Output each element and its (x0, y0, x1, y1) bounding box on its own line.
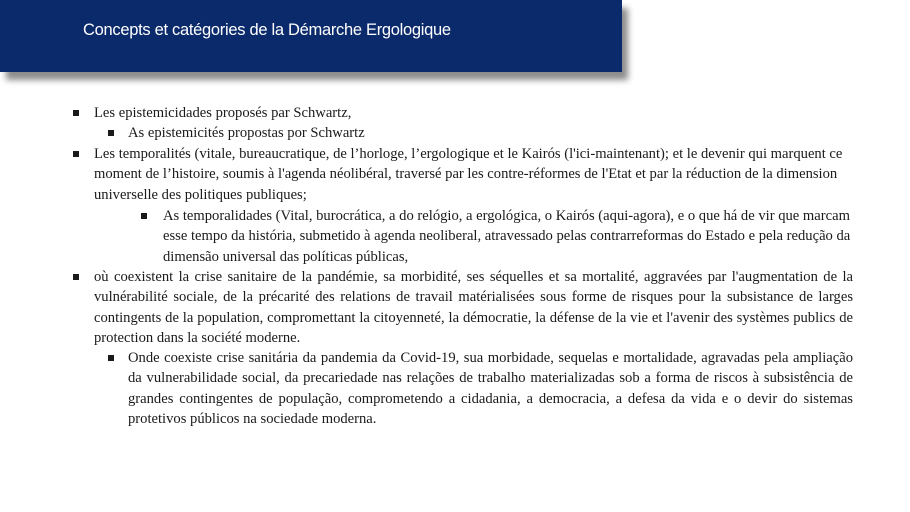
square-bullet-icon (73, 110, 79, 116)
slide-title: Concepts et catégories de la Démarche Ergologique (83, 21, 451, 39)
bullet-item-level-3 (141, 206, 853, 267)
square-bullet-icon (73, 151, 79, 157)
bullet-text: Les epistemicidades proposés par Schwartz, (94, 105, 352, 121)
square-bullet-icon (108, 130, 114, 136)
bullet-item-level-1 (73, 103, 853, 123)
square-bullet-icon (108, 355, 114, 361)
bullet-item-level-1 (73, 267, 853, 348)
bullet-text: As epistemicités propostas por Schwartz (128, 125, 365, 141)
bullet-text: Les temporalités (vitale, bureaucratique, de l’horloge, l’ergologique et le Kairós (l'ici-maintenant); et le devenir qui marquent ce moment de l’histoire, soumis à l'agenda néolibéral, traversé par les contre-réformes de l'Etat et par la réduction de la dimension universelle des politiques publiques; (94, 146, 843, 203)
bullet-text: As temporalidades (Vital, burocrática, a do relógio, a ergológica, o Kairós (aqui-agora), e o que há de vir que marcam esse tempo da história, submetido à agenda neoliberal, atravessado pelas contrarreformas do Estado e pela redução da dimensão universal das políticas públicas, (163, 208, 851, 265)
bullet-text: où coexistent la crise sanitaire de la pandémie, sa morbidité, ses séquelles et sa mortalité, aggravées par l'augmentation de la vulnérabilité sociale, de la précarité des relations de travail matérialisées sous forme de risques pour la subsistance de larges contingents de la population, compromettant la citoyenneté, la démocratie, la défense de la vie et l'avenir des systèmes publics de protection dans la société moderne. (94, 269, 853, 346)
bullet-item-level-2 (108, 123, 853, 143)
square-bullet-icon (73, 274, 79, 280)
bullet-text: Onde coexiste crise sanitária da pandemia da Covid-19, sua morbidade, sequelas e mortalidade, agravadas pela ampliação da vulnerabilidade social, da precariedade nas relações de trabalho materializadas sob a forma de riscos à subsistência de grandes contingentes de população, comprometendo a cidadania, a democracia, a defesa da vida e o devir do sistemas protetivos públicos na sociedade moderna. (128, 350, 853, 427)
bullet-item-level-1 (73, 144, 853, 205)
square-bullet-icon (141, 213, 147, 219)
title-banner (0, 0, 622, 72)
bullet-item-level-2 (108, 348, 853, 429)
